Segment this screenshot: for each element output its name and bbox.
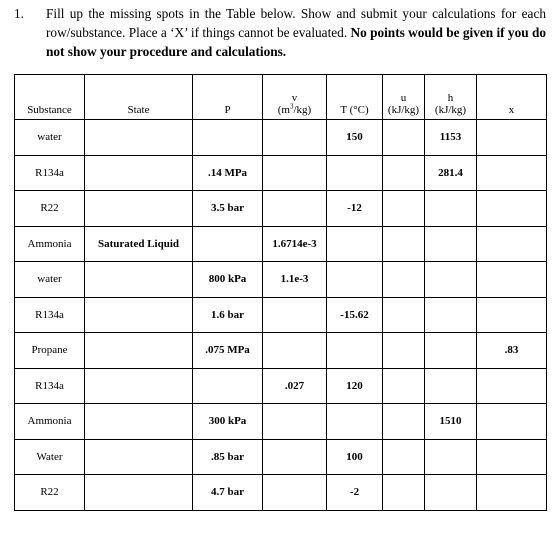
cell-p [193,120,263,156]
cell-t: -12 [327,191,383,227]
header-quality: x [477,75,547,120]
cell-u [383,475,425,511]
cell-state [85,120,193,156]
cell-v [263,120,327,156]
cell-state [85,439,193,475]
cell-x [477,191,547,227]
cell-x: .83 [477,333,547,369]
table-row [15,191,547,227]
cell-v [263,333,327,369]
table-row [15,297,547,333]
cell-p: .85 bar [193,439,263,475]
problem-statement [14,4,546,61]
cell-state [85,297,193,333]
cell-x [477,226,547,262]
cell-h [425,191,477,227]
problem-number: 1. [14,6,24,21]
cell-u [383,120,425,156]
cell-state: Saturated Liquid [85,226,193,262]
cell-v [263,297,327,333]
cell-v [263,439,327,475]
cell-p: 3.5 bar [193,191,263,227]
cell-p [193,226,263,262]
cell-u [383,155,425,191]
header-v-symbol: v [291,92,298,104]
cell-substance: Propane [15,333,85,369]
cell-p: 300 kPa [193,404,263,440]
cell-v [263,475,327,511]
cell-substance: R134a [15,155,85,191]
cell-h [425,297,477,333]
cell-state [85,475,193,511]
cell-x [477,297,547,333]
cell-substance: R22 [15,475,85,511]
cell-state [85,368,193,404]
header-internal-energy [383,75,425,120]
table-row [15,262,547,298]
cell-v [263,155,327,191]
table-row [15,475,547,511]
cell-p: 4.7 bar [193,475,263,511]
table-row [15,368,547,404]
table-row [15,439,547,475]
cell-p: .14 MPa [193,155,263,191]
cell-state [85,262,193,298]
cell-h [425,439,477,475]
cell-state [85,155,193,191]
cell-h [425,368,477,404]
cell-substance: water [15,262,85,298]
cell-t [327,333,383,369]
cell-h [425,226,477,262]
properties-table [14,74,547,511]
cell-t [327,262,383,298]
cell-u [383,333,425,369]
table-row [15,155,547,191]
cell-x [477,262,547,298]
cell-h [425,475,477,511]
header-h-unit: (kJ/kg) [434,104,467,116]
cell-h [425,333,477,369]
cell-t: 100 [327,439,383,475]
cell-v: .027 [263,368,327,404]
cell-v [263,191,327,227]
header-specific-volume [263,75,327,120]
table-header-row [15,75,547,120]
cell-p: 800 kPa [193,262,263,298]
header-substance: Substance [15,75,85,120]
cell-x [477,439,547,475]
table-row [15,404,547,440]
header-v-unit-a: (m [277,104,290,116]
cell-x [477,404,547,440]
header-v-unit-sup: 3 [290,102,294,111]
cell-v: 1.6714e-3 [263,226,327,262]
cell-t: -2 [327,475,383,511]
problem-text [46,4,546,61]
cell-substance: Ammonia [15,226,85,262]
cell-state [85,404,193,440]
header-enthalpy [425,75,477,120]
cell-h [425,262,477,298]
header-state: State [85,75,193,120]
cell-substance: water [15,120,85,156]
cell-substance: R22 [15,191,85,227]
cell-u [383,368,425,404]
cell-u [383,262,425,298]
header-h-symbol: h [447,92,454,104]
cell-substance: R134a [15,297,85,333]
header-u-symbol: u [400,92,407,104]
cell-h: 1153 [425,120,477,156]
cell-x [477,120,547,156]
cell-x [477,368,547,404]
cell-t [327,155,383,191]
cell-state [85,333,193,369]
header-u-unit: (kJ/kg) [387,104,420,116]
header-v-unit-b: /kg) [293,104,312,116]
cell-substance: Water [15,439,85,475]
cell-u [383,439,425,475]
cell-u [383,191,425,227]
cell-h: 1510 [425,404,477,440]
cell-substance: Ammonia [15,404,85,440]
table-body [15,120,547,511]
cell-p [193,368,263,404]
cell-t [327,404,383,440]
cell-state [85,191,193,227]
cell-t: 150 [327,120,383,156]
cell-x [477,155,547,191]
cell-t: 120 [327,368,383,404]
cell-h: 281.4 [425,155,477,191]
cell-substance: R134a [15,368,85,404]
cell-t [327,226,383,262]
problem-instructions: Fill up the missing spots in the Table below. Show and submit your calculations for each row/substance. Place a ‘X’ if things cannot be evaluated. [46,6,546,40]
header-pressure: P [193,75,263,120]
header-temperature: T (°C) [327,75,383,120]
cell-u [383,404,425,440]
cell-x [477,475,547,511]
cell-v: 1.1e-3 [263,262,327,298]
table-row [15,120,547,156]
table-row [15,226,547,262]
cell-u [383,297,425,333]
cell-u [383,226,425,262]
cell-p: 1.6 bar [193,297,263,333]
cell-t: -15.62 [327,297,383,333]
cell-v [263,404,327,440]
table-row [15,333,547,369]
problem-warning: No points would be given if you do not show your procedure and calculations. [46,25,547,59]
cell-p: .075 MPa [193,333,263,369]
